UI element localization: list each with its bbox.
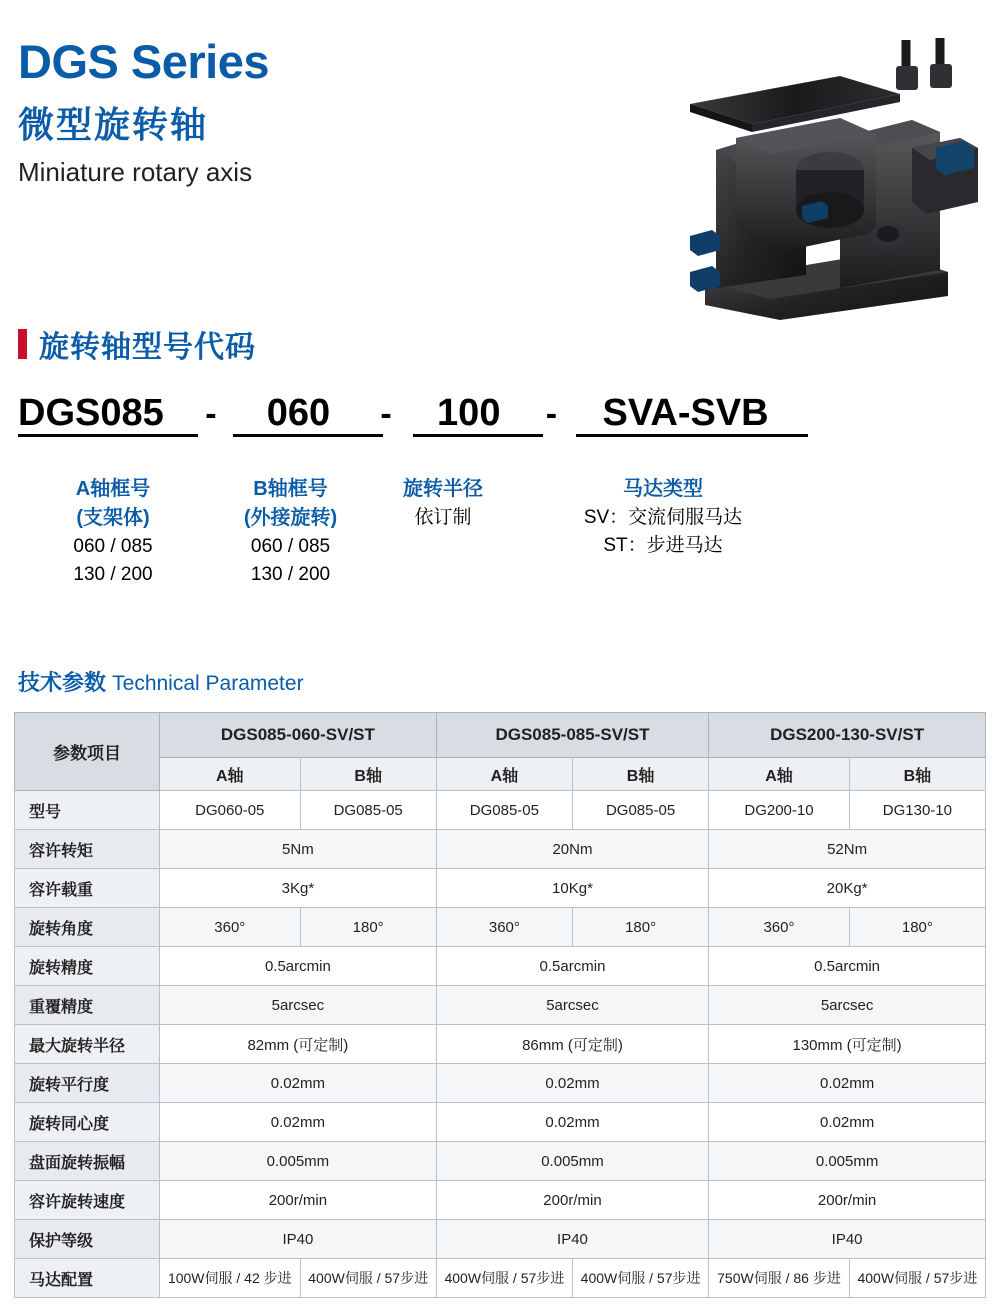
row-label: 旋转精度 <box>15 947 160 986</box>
table-cell: 400W伺服 / 57步进 <box>436 1259 572 1298</box>
code-segment-motor: SVA-SVB <box>602 392 769 434</box>
tech-heading-cn: 技术参数 <box>18 670 107 695</box>
table-cell: 0.005mm <box>709 1142 986 1181</box>
table-row <box>15 1142 986 1181</box>
model-code-block <box>18 392 808 435</box>
table-cell: 0.02mm <box>160 1064 437 1103</box>
table-cell: 200r/min <box>160 1181 437 1220</box>
table-header-row <box>15 713 986 758</box>
axis-label-2: B轴 <box>300 758 436 791</box>
underline-4 <box>576 434 808 437</box>
table-cell: 52Nm <box>709 830 986 869</box>
table-cell: 0.02mm <box>160 1103 437 1142</box>
model-code-heading: 旋转轴型号代码 <box>18 322 256 366</box>
row-label: 旋转平行度 <box>15 1064 160 1103</box>
table-row <box>15 791 986 830</box>
page-header <box>0 0 1000 300</box>
table-cell: 3Kg* <box>160 869 437 908</box>
axis-label-1: A轴 <box>160 758 301 791</box>
legend-motor-type: 马达类型 SV：交流伺服马达 ST：步进马达 <box>583 478 743 556</box>
code-dash-3: - <box>545 395 558 433</box>
table-cell: 0.5arcmin <box>709 947 986 986</box>
code-underlines <box>18 434 808 438</box>
table-row <box>15 1064 986 1103</box>
code-segment-radius: 100 <box>437 392 501 434</box>
row-label: 容许载重 <box>15 869 160 908</box>
red-accent-bar <box>18 329 27 359</box>
row-label: 旋转同心度 <box>15 1103 160 1142</box>
group-header-1: DGS085-060-SV/ST <box>160 713 437 758</box>
tech-parameter-heading <box>18 666 304 697</box>
tech-heading-en: Technical Parameter <box>112 672 304 695</box>
table-cell: IP40 <box>160 1220 437 1259</box>
row-label: 容许转矩 <box>15 830 160 869</box>
row-label: 型号 <box>15 791 160 830</box>
code-legend <box>18 475 818 588</box>
table-cell: 360° <box>160 908 301 947</box>
chinese-title: 微型旋转轴 <box>18 104 209 145</box>
table-cell: 5Nm <box>160 830 437 869</box>
underline-1 <box>18 434 198 437</box>
row-label: 最大旋转半径 <box>15 1025 160 1064</box>
table-cell: 86mm (可定制) <box>436 1025 708 1064</box>
legend-b-frame: B轴框号 (外接旋转) 060 / 085 130 / 200 <box>243 478 338 585</box>
table-cell: 0.02mm <box>436 1064 708 1103</box>
table-cell: 180° <box>300 908 436 947</box>
table-cell: IP40 <box>709 1220 986 1259</box>
table-cell: 5arcsec <box>709 986 986 1025</box>
table-row <box>15 1259 986 1298</box>
table-cell: 400W伺服 / 57步进 <box>300 1259 436 1298</box>
table-row <box>15 830 986 869</box>
legend-a-frame: A轴框号 (支架体) 060 / 085 130 / 200 <box>73 478 153 585</box>
table-cell: 180° <box>849 908 985 947</box>
table-cell: 0.5arcmin <box>436 947 708 986</box>
table-cell: 0.02mm <box>709 1103 986 1142</box>
axis-label-5: A轴 <box>709 758 850 791</box>
table-cell: IP40 <box>436 1220 708 1259</box>
rotary-table-illustration <box>540 20 990 320</box>
table-cell: DG200-10 <box>709 791 850 830</box>
table-cell: 10Kg* <box>436 869 708 908</box>
table-corner-label: 参数项目 <box>15 713 160 791</box>
table-cell: DG085-05 <box>300 791 436 830</box>
group-header-3: DGS200-130-SV/ST <box>709 713 986 758</box>
table-cell: 400W伺服 / 57步进 <box>849 1259 985 1298</box>
row-label: 重覆精度 <box>15 986 160 1025</box>
table-row <box>15 869 986 908</box>
table-row <box>15 986 986 1025</box>
title-block <box>18 35 538 188</box>
underline-2 <box>233 434 383 437</box>
spec-table <box>14 712 986 1298</box>
table-cell: 0.5arcmin <box>160 947 437 986</box>
code-dash-2: - <box>380 395 392 433</box>
table-axis-row <box>15 758 986 791</box>
code-segment-a-frame: DGS085 <box>18 392 164 434</box>
table-cell: 200r/min <box>709 1181 986 1220</box>
axis-label-6: B轴 <box>849 758 985 791</box>
table-cell: 750W伺服 / 86 步进 <box>709 1259 850 1298</box>
table-cell: 400W伺服 / 57步进 <box>572 1259 708 1298</box>
table-cell: 0.005mm <box>436 1142 708 1181</box>
table-cell: 200r/min <box>436 1181 708 1220</box>
table-cell: 20Nm <box>436 830 708 869</box>
row-label: 容许旋转速度 <box>15 1181 160 1220</box>
code-dash-1: - <box>205 395 217 433</box>
axis-label-3: A轴 <box>436 758 572 791</box>
table-cell: 180° <box>572 908 708 947</box>
english-subtitle: Miniature rotary axis <box>18 156 253 187</box>
table-row <box>15 947 986 986</box>
table-cell: 100W伺服 / 42 步进 <box>160 1259 301 1298</box>
table-cell: 0.02mm <box>709 1064 986 1103</box>
table-row <box>15 908 986 947</box>
product-photo <box>540 20 990 320</box>
table-cell: 82mm (可定制) <box>160 1025 437 1064</box>
table-cell: 360° <box>709 908 850 947</box>
table-cell: 130mm (可定制) <box>709 1025 986 1064</box>
code-segment-b-frame: 060 <box>266 392 331 434</box>
row-label: 盘面旋转振幅 <box>15 1142 160 1181</box>
table-cell: 5arcsec <box>160 986 437 1025</box>
table-row <box>15 1220 986 1259</box>
table-cell: 360° <box>436 908 572 947</box>
table-row <box>15 1181 986 1220</box>
table-cell: 0.02mm <box>436 1103 708 1142</box>
row-label: 保护等级 <box>15 1220 160 1259</box>
axis-label-4: B轴 <box>572 758 708 791</box>
table-cell: 0.005mm <box>160 1142 437 1181</box>
row-label: 马达配置 <box>15 1259 160 1298</box>
table-cell: DG130-10 <box>849 791 985 830</box>
model-code-row <box>18 392 808 435</box>
table-cell: DG085-05 <box>572 791 708 830</box>
legend-radius: 旋转半径 依订制 <box>403 478 483 528</box>
table-row <box>15 1103 986 1142</box>
group-header-2: DGS085-085-SV/ST <box>436 713 708 758</box>
table-cell: 5arcsec <box>436 986 708 1025</box>
page-title: DGS Series <box>18 35 270 88</box>
table-cell: DG085-05 <box>436 791 572 830</box>
table-cell: DG060-05 <box>160 791 301 830</box>
underline-3 <box>413 434 543 437</box>
table-cell: 20Kg* <box>709 869 986 908</box>
table-row <box>15 1025 986 1064</box>
row-label: 旋转角度 <box>15 908 160 947</box>
